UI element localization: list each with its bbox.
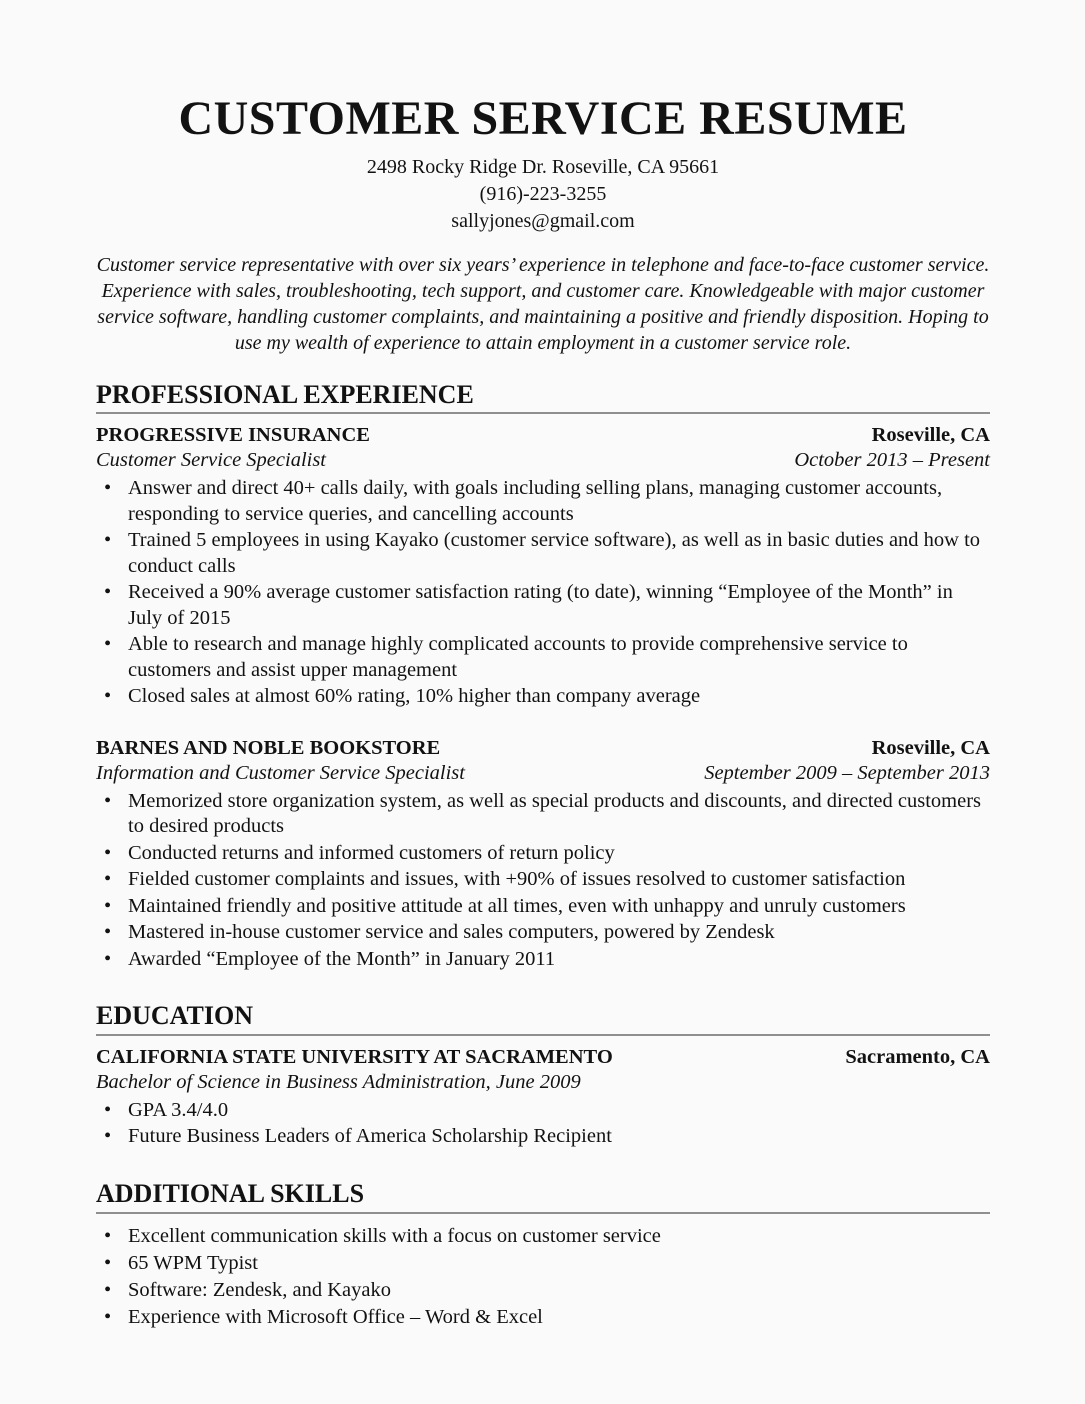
bullet-list bbox=[96, 1098, 990, 1150]
organization-name: BARNES AND NOBLE BOOKSTORE bbox=[96, 736, 441, 759]
bullet-item: • Able to research and manage highly complicated accounts to provide comprehensive service to customers and assist upper management bbox=[96, 632, 990, 683]
section-professional-experience bbox=[96, 381, 990, 973]
experience-entry-progressive-insurance bbox=[96, 423, 990, 710]
resume-header bbox=[96, 92, 990, 235]
degree: Bachelor of Science in Business Administration, June 2009 bbox=[96, 1070, 581, 1093]
bullet-item: • Answer and direct 40+ calls daily, with goals including selling plans, managing customer accounts, responding to service queries, and cancelling accounts bbox=[96, 476, 990, 527]
section-additional-skills bbox=[96, 1180, 990, 1330]
job-title: Information and Customer Service Specialist bbox=[96, 761, 465, 784]
bullet-item: • Future Business Leaders of America Scholarship Recipient bbox=[96, 1124, 990, 1150]
bullet-item: • Memorized store organization system, as well as special products and discounts, and directed customers to desired products bbox=[96, 789, 990, 840]
section-heading-education: EDUCATION bbox=[96, 1002, 990, 1036]
school-location: Sacramento, CA bbox=[845, 1045, 990, 1068]
address-line: 2498 Rocky Ridge Dr. Roseville, CA 95661 bbox=[366, 155, 720, 178]
section-heading-additional-skills: ADDITIONAL SKILLS bbox=[96, 1180, 990, 1214]
section-heading-professional-experience: PROFESSIONAL EXPERIENCE bbox=[96, 381, 990, 415]
bullet-item: • Conducted returns and informed customers of return policy bbox=[96, 841, 990, 867]
email-line: sallyjones@gmail.com bbox=[451, 209, 635, 232]
bullet-item: • Excellent communication skills with a focus on customer service bbox=[96, 1223, 990, 1249]
phone-line: (916)-223-3255 bbox=[479, 182, 607, 205]
organization-location: Roseville, CA bbox=[871, 424, 990, 447]
section-education bbox=[96, 1002, 990, 1150]
bullet-item: • Received a 90% average customer satisfaction rating (to date), winning “Employee of the Month” in July of 2015 bbox=[96, 580, 990, 631]
summary-paragraph: Customer service representative with over six years’ experience in telephone and face-to-face customer service. Experience with sales, troubleshooting, tech support, and customer care. Knowledgeable with major customer service software, handling customer complaints, and maintaining a positive and friendly disposition. Hoping to use my wealth of experience to attain employment in a customer service role. bbox=[96, 253, 990, 354]
job-dates: September 2009 – September 2013 bbox=[704, 761, 990, 784]
job-title: Customer Service Specialist bbox=[96, 449, 327, 472]
bullet-item: • Software: Zendesk, and Kayako bbox=[96, 1277, 990, 1303]
bullet-list bbox=[96, 476, 990, 710]
organization-name: PROGRESSIVE INSURANCE bbox=[96, 424, 370, 447]
resume-title: CUSTOMER SERVICE RESUME bbox=[178, 92, 908, 145]
education-entry-csus bbox=[96, 1045, 990, 1150]
bullet-item: • Closed sales at almost 60% rating, 10% higher than company average bbox=[96, 684, 990, 710]
bullet-item: • Maintained friendly and positive attitude at all times, even with unhappy and unruly customers bbox=[96, 894, 990, 920]
bullet-item: • Fielded customer complaints and issues, with +90% of issues resolved to customer satisfaction bbox=[96, 867, 990, 893]
bullet-item: • Mastered in-house customer service and sales computers, powered by Zendesk bbox=[96, 920, 990, 946]
organization-location: Roseville, CA bbox=[871, 736, 990, 759]
bullet-item: • 65 WPM Typist bbox=[96, 1250, 990, 1276]
experience-entry-barnes-and-noble bbox=[96, 736, 990, 973]
bullet-item: • Trained 5 employees in using Kayako (customer service software), as well as in basic duties and how to conduct calls bbox=[96, 528, 990, 579]
school-name: CALIFORNIA STATE UNIVERSITY AT SACRAMENTO bbox=[96, 1045, 613, 1068]
bullet-item: • Awarded “Employee of the Month” in January 2011 bbox=[96, 947, 990, 973]
bullet-list bbox=[96, 1223, 990, 1330]
job-dates: October 2013 – Present bbox=[794, 449, 990, 472]
bullet-item: • GPA 3.4/4.0 bbox=[96, 1098, 990, 1124]
bullet-item: • Experience with Microsoft Office – Word & Excel bbox=[96, 1304, 990, 1330]
bullet-list bbox=[96, 789, 990, 973]
